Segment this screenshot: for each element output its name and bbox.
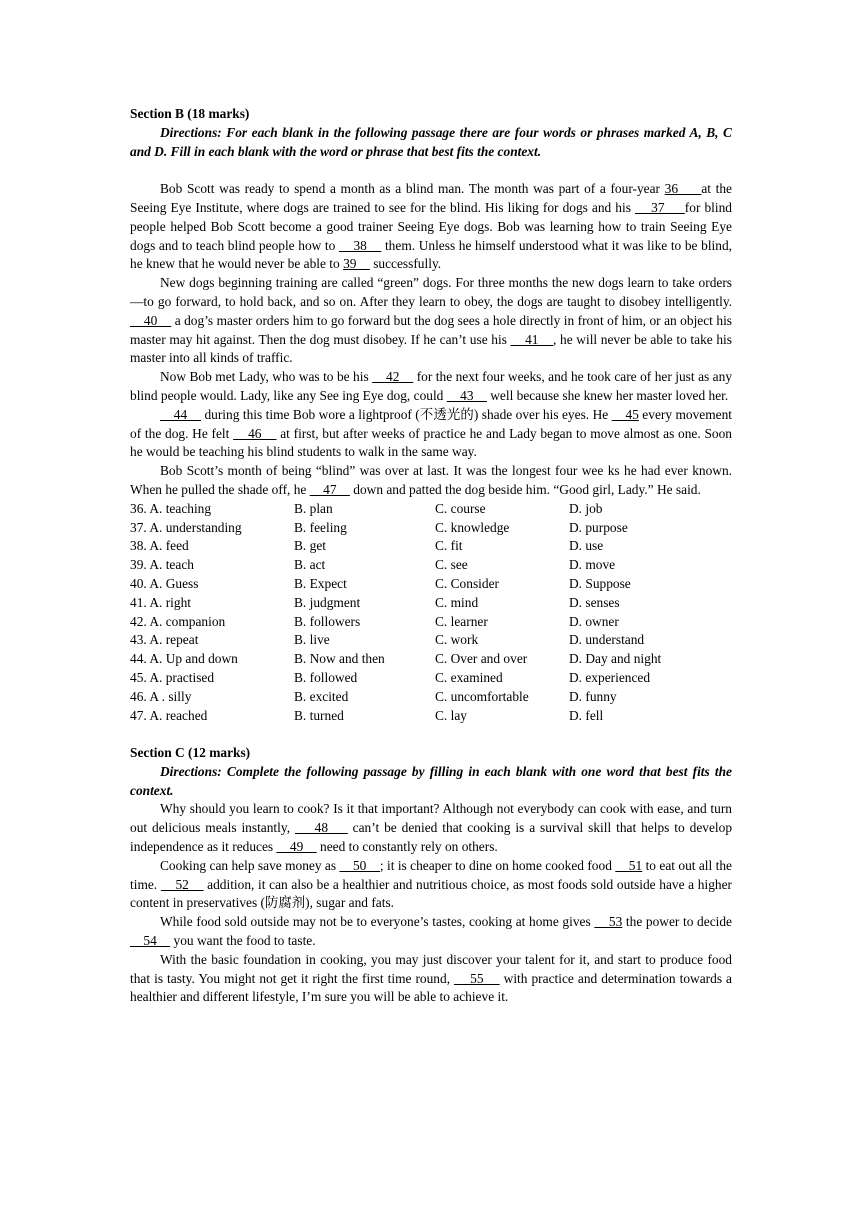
passage-text: New dogs beginning training are called “green” dogs. For three months the new dogs learn to take orders—to go forward, to hold back, and so on. After they learn to obey, the dogs are taught to disobey intelligently.: [130, 275, 732, 309]
option-choice: B. judgment: [294, 594, 361, 610]
option-choice: D. use: [569, 538, 604, 554]
option-row: [130, 688, 732, 707]
section-b-paragraph: [130, 406, 732, 462]
spacer: [130, 161, 732, 180]
option-choice: C. mind: [435, 594, 479, 610]
option-row: [130, 500, 732, 519]
passage-text: Cooking can help save money as: [160, 857, 340, 873]
option-choice: B. act: [294, 557, 326, 573]
option-choice: D. Day and night: [569, 651, 662, 667]
passage-text: Why should you learn to cook? Is it that important? Although not everybody can cook with ease, and turn out delicious meals instantly,: [130, 801, 732, 836]
option-choice: B. turned: [294, 707, 344, 723]
section-b-heading: Section B (18 marks): [130, 106, 250, 121]
section-c-heading: Section C (12 marks): [130, 745, 251, 761]
option-choice: C. uncomfortable: [435, 688, 529, 704]
option-choice: B. Now and then: [294, 651, 385, 667]
option-choice: C. course: [435, 500, 486, 516]
passage-text: need to constantly rely on others.: [316, 839, 498, 855]
section-c-paragraph: [130, 800, 732, 856]
option-choice: 36. A. teaching: [130, 500, 212, 516]
passage-text: down and patted the dog beside him. “Good girl, Lady.” He said.: [349, 481, 701, 497]
option-choice: D. Suppose: [569, 575, 631, 591]
option-choice: B. followed: [294, 669, 358, 685]
option-choice: 44. A. Up and down: [130, 651, 238, 667]
passage-text: ; it is cheaper to dine on home cooked food: [379, 857, 616, 873]
passage-text: Bob Scott’s month of being “blind” was over at last. It was the longest four wee ks he had ever known. When he pulled the shade off, he: [130, 463, 732, 497]
option-choice: D. fell: [569, 707, 604, 723]
section-b-options: [130, 500, 732, 726]
passage-text: While food sold outside may not be to everyone’s tastes, cooking at home gives: [160, 914, 595, 930]
option-choice: 41. A. right: [130, 594, 192, 610]
answer-blank: 40: [130, 312, 172, 328]
passage-text: a dog’s master orders him to go forward but the dog sees a hole directly in front of him, or an object his master may hit against. Then the dog must disobey. If he can’t use his: [130, 312, 733, 347]
option-choice: 39. A. teach: [130, 557, 194, 573]
option-choice: B. followers: [294, 613, 361, 629]
option-choice: B. excited: [294, 688, 349, 704]
section-b-paragraph: [130, 462, 732, 500]
answer-blank: 52: [160, 876, 204, 892]
option-row: [130, 556, 732, 575]
option-row: [130, 650, 732, 669]
answer-blank: 49: [276, 839, 317, 855]
section-c-paragraph: [130, 913, 732, 951]
passage-text: well because she knew her master loved her.: [486, 387, 729, 403]
section-b-paragraph: [130, 274, 732, 368]
option-row: [130, 613, 732, 632]
option-choice: 37. A. understanding: [130, 519, 242, 535]
option-choice: B. Expect: [294, 575, 347, 591]
option-choice: D. understand: [569, 632, 645, 648]
passage-text: can’t be denied that cooking is a survival skill that helps to develop independence as it reduces: [130, 820, 733, 855]
passage-text: the power to decide: [622, 914, 732, 930]
option-choice: B. live: [294, 632, 330, 648]
section-b-passage: [130, 180, 732, 500]
option-choice: D. job: [569, 500, 603, 516]
answer-blank: 44: [160, 406, 201, 422]
option-choice: C. examined: [435, 669, 503, 685]
answer-blank: 47: [309, 481, 350, 497]
option-choice: C. work: [435, 632, 479, 648]
option-row: [130, 707, 732, 726]
answer-blank: 53: [594, 914, 623, 930]
option-choice: C. see: [435, 557, 468, 573]
option-row: [130, 537, 732, 556]
option-choice: D. senses: [569, 594, 620, 610]
section-b-paragraph: [130, 180, 732, 274]
option-choice: C. Consider: [435, 575, 499, 591]
option-choice: D. purpose: [569, 519, 628, 535]
option-choice: 45. A. practised: [130, 669, 215, 685]
option-choice: 43. A. repeat: [130, 632, 199, 648]
option-choice: B. get: [294, 538, 326, 554]
passage-text: during this time Bob wore a lightproof (不透光的) shade over his eyes. He: [201, 406, 612, 422]
option-choice: C. Over and over: [435, 651, 528, 667]
option-choice: C. lay: [435, 707, 467, 723]
section-b-paragraph: [130, 368, 732, 406]
answer-blank: 42: [372, 369, 414, 385]
option-choice: 40. A. Guess: [130, 575, 199, 591]
page-content: [130, 105, 732, 1007]
passage-text: you want the food to taste.: [170, 933, 316, 949]
passage-text: for blind people helped Bob Scott become a good trainer Seeing Eye dogs. Bob was learning how to train Seeing Eye dogs and to teach blind people how to: [130, 199, 732, 253]
option-choice: B. feeling: [294, 519, 347, 535]
answer-blank: 37: [634, 199, 685, 215]
answer-blank: 41: [510, 331, 554, 347]
section-c-paragraph: [130, 951, 732, 1007]
answer-blank: 46: [233, 425, 277, 441]
answer-blank: 38: [338, 237, 382, 253]
option-choice: D. owner: [569, 613, 619, 629]
answer-blank: 55: [454, 970, 500, 986]
passage-text: to eat out all the time.: [130, 857, 732, 892]
option-choice: 42. A. companion: [130, 613, 226, 629]
passage-text: addition, it can also be a healthier and nutritious choice, as most foods sold outside have a higher content in preservatives (防腐剂), sugar and fats.: [130, 876, 732, 911]
answer-blank: 45: [611, 406, 639, 422]
answer-blank: 54: [130, 933, 171, 949]
passage-text: for the next four weeks, and he took care of her just as any blind people would. Lady, like any See ing Eye dog, could: [130, 369, 733, 403]
answer-blank: 39: [343, 256, 370, 272]
answer-blank: 36: [664, 181, 702, 197]
answer-blank: 48: [294, 820, 348, 836]
option-row: [130, 631, 732, 650]
option-row: [130, 669, 732, 688]
passage-text: , he will never be able to take his master into all kinds of traffic.: [130, 331, 732, 366]
option-choice: C. fit: [435, 538, 463, 554]
answer-blank: 43: [446, 387, 487, 403]
option-choice: 47. A. reached: [130, 707, 208, 723]
option-row: [130, 519, 732, 538]
passage-text: successfully.: [369, 256, 442, 272]
section-c-passage: [130, 800, 732, 1007]
passage-text: Bob Scott was ready to spend a month as a blind man. The month was part of a four-year: [160, 181, 665, 197]
answer-blank: 50: [339, 857, 380, 873]
passage-text: with practice and determination towards a healthier and different lifestyle, I’m sure you will be able to achieve it.: [130, 970, 732, 1005]
section-c-directions: Directions: Complete the following passage by filling in each blank with one word that best fits the context.: [130, 763, 732, 798]
option-choice: D. experienced: [569, 669, 651, 685]
passage-text: Now Bob met Lady, who was to be his: [160, 369, 373, 385]
passage-text: at the Seeing Eye Institute, where dogs are trained to see for the blind. His liking for dogs and his: [130, 181, 732, 215]
passage-text: them. Unless he himself understood what it was like to be blind, he knew that he would never be able to: [130, 237, 732, 272]
spacer: [130, 725, 732, 744]
option-choice: C. knowledge: [435, 519, 510, 535]
option-choice: B. plan: [294, 500, 333, 516]
option-row: [130, 575, 732, 594]
section-b-directions: Directions: For each blank in the following passage there are four words or phrases marked A, B, C and D. Fill in each blank with the word or phrase that best fits the context.: [130, 124, 732, 159]
section-c-paragraph: [130, 857, 732, 913]
option-choice: D. move: [569, 557, 616, 573]
option-choice: C. learner: [435, 613, 488, 629]
option-choice: 46. A . silly: [130, 688, 192, 704]
passage-text: With the basic foundation in cooking, you may just discover your talent for it, and start to produce food that is tasty. You might not get it right the first time round,: [130, 951, 732, 986]
passage-text: every movement of the dog. He felt: [130, 406, 733, 441]
answer-blank: 51: [615, 857, 643, 873]
passage-text: at first, but after weeks of practice he and Lady began to move almost as one. Soon he would be teaching his blind students to walk in the same way.: [130, 425, 732, 460]
option-row: [130, 594, 732, 613]
option-choice: D. funny: [569, 688, 617, 704]
option-choice: 38. A. feed: [130, 538, 189, 554]
